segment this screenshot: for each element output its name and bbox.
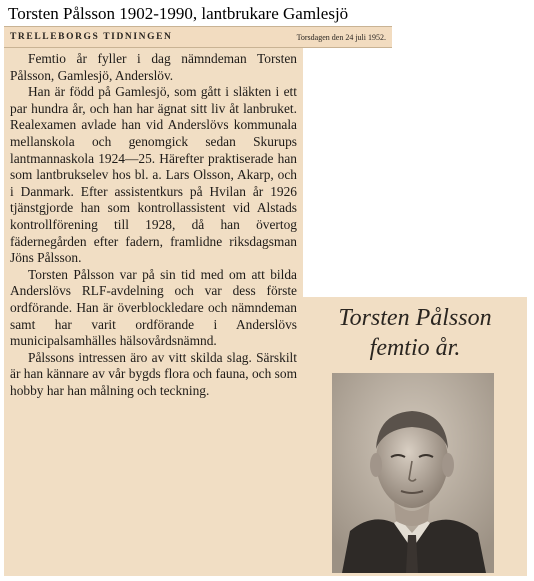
- newspaper-name: TRELLEBORGS TIDNINGEN: [10, 32, 173, 42]
- photo-headline-name: Torsten Pålsson: [338, 305, 492, 331]
- photo-panel: [303, 297, 527, 576]
- photo-headline-subtitle: femtio år.: [369, 335, 461, 361]
- portrait-image: [332, 373, 494, 573]
- newspaper-masthead: [4, 26, 392, 48]
- article-paragraph-3: Torsten Pålsson var på sin tid med om att bilda Anderslövs RLF-avdelning och var dess förste ordförande. Han är överblockledare och nämndeman samt har varit ordförande i Anderslövs municipalsamhälles hälsovårdsnämnd.: [10, 266, 297, 349]
- article-paragraph-1: Femtio år fyller i dag nämndeman Torsten Pålsson, Gamlesjö, Anderslöv.: [10, 51, 297, 83]
- page-title: Torsten Pålsson 1902-1990, lantbrukare Gamlesjö: [8, 4, 349, 23]
- portrait-photo: [332, 373, 494, 573]
- article-paragraph-2: Han är född på Gamlesjö, som gått i släkten i ett par hundra år, och han har ägnat sitt liv åt lanbruket. Realexamen avlade han vid Anderslövs kommunala mellanskola och genomgick sedan Skurups lantmannaskola 1924—25. Härefter praktiserade han som lantbrukselev hos bl. a. Lars Olsson, Akarp, och i Danmark. Efter assistentkurs på Hvilan år 1926 tjänstgjorde han som kontrollassistent vid Alstads kontrollförening till 1928, då han övertog fädernegården efter fadern, framlidne riksdagsman Jöns Pålsson.: [10, 84, 297, 266]
- article-body: [4, 48, 303, 576]
- article-paragraph-4: Pålssons intressen äro av vitt skilda slag. Särskilt är han kännare av vår bygds flora och fauna, och som hobby har han målning och teckning.: [10, 349, 297, 398]
- publication-date: Torsdagen den 24 juli 1952.: [296, 32, 386, 42]
